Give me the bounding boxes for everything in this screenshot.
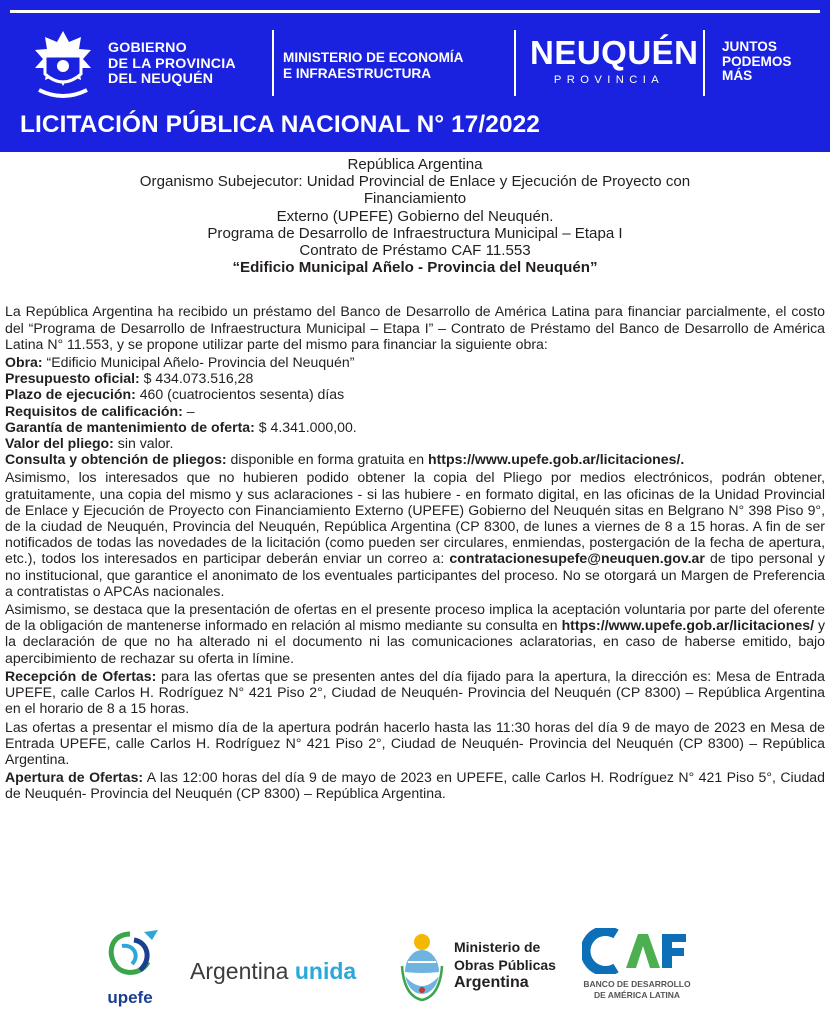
government-name (108, 41, 268, 88)
field-apertura (5, 769, 825, 801)
field-value: A las 12:00 horas del día 9 de mayo de 2023 en UPEFE, calle Carlos H. Rodríguez N° 421 Piso 5°, Ciudad de Neuquén- Provincia del Neuquén (CP 8300) – República Argentina. (5, 769, 825, 802)
slogan-line-2: PODEMOS (722, 53, 792, 69)
national-shield-icon (398, 930, 446, 1002)
field-value: $ 4.341.000,00. (254, 418, 357, 435)
argentina-unida-word: Argentina (190, 958, 289, 984)
field-label: Valor del pliego: (5, 435, 114, 452)
field-value: – (182, 402, 195, 419)
argentina-unida-accent: unida (294, 958, 357, 984)
notice-body (0, 303, 830, 801)
ministry-name (283, 50, 513, 82)
upefe-name: upefe (107, 988, 153, 1007)
field-value: $ 434.073.516,28 (139, 370, 254, 387)
paragraph-text: de tipo personal y no institucional, que garantice el anonimato de los eventuales participantes del proceso. No se otorgará un Margen de Preferencia a contratistas o APCAs nacionales. (5, 550, 825, 599)
field-label: Consulta y obtención de pliegos: (5, 451, 227, 468)
intro-country: República Argentina (347, 156, 483, 173)
footer-logos (0, 928, 830, 1008)
caf-mark-icon (582, 928, 692, 974)
body-paragraph (5, 469, 825, 599)
field-value: para las ofertas que se presenten antes del día fijado para la apertura, la dirección es: Mesa de Entrada UPEFE, calle Carlos H. Rodríguez N° 421 Piso 2°, Ciudad de Neuquén- Provincia del Neuquén (CP 8300) – República Argentina en el horario de 8 a 15 horas. (5, 667, 825, 717)
ministerio-emblem (398, 930, 446, 1002)
field-label: Apertura de Ofertas: (5, 769, 144, 786)
ministry-line-2: E INFRAESTRUCTURA (283, 66, 432, 81)
field-recepcion (5, 668, 825, 717)
field-value: 460 (cuatrocientos sesenta) días (135, 386, 345, 403)
body-paragraph: La República Argentina ha recibido un préstamo del Banco de Desarrollo de América Latina para financiar parcialmente, el costo del “Programa de Desarrollo de Infraestructura Municipal – Etapa I” – Contrato de Préstamo del Banco de Desarrollo de América Latina N° 11.553, y se propone utilizar parte del mismo para financiar la siguiente obra: (5, 303, 825, 352)
neuquen-brand-sub: PROVINCIA (553, 74, 665, 86)
licitaciones-link[interactable]: https://www.upefe.gob.ar/licitaciones/ (561, 617, 814, 634)
field-label: Plazo de ejecución: (5, 386, 136, 403)
slogan-line-3: MÁS (722, 68, 753, 83)
ministerio-text (454, 938, 556, 992)
intro-contract: Contrato de Préstamo CAF 11.553 (299, 242, 531, 260)
government-line-1: GOBIERNO (108, 40, 187, 56)
field-plazo (5, 386, 825, 402)
field-label: Garantía de mantenimiento de oferta: (5, 418, 255, 435)
neuquen-brand-name: NEUQUÉN (530, 34, 699, 71)
header-top-rule (10, 10, 820, 13)
header-divider (703, 30, 705, 96)
body-paragraph (5, 601, 825, 666)
field-label: Recepción de Ofertas: (5, 667, 157, 684)
slogan (722, 40, 822, 84)
notice-content (0, 152, 830, 912)
upefe-logo (100, 928, 160, 1006)
ministerio-line-3: Argentina (454, 974, 529, 991)
field-value: sin valor. (113, 435, 174, 452)
neuquen-brand (530, 34, 699, 90)
field-consulta (5, 451, 825, 467)
paragraph-text: Asimismo, se destaca que la presentación de ofertas en el presente proceso implica la aceptación voluntaria por parte del oferente de la obligación de mantenerse informado en relación al mismo mediante su consulta en (5, 601, 825, 634)
ministerio-line-2: Obras Públicas (454, 957, 556, 973)
intro-organism: Organismo Subejecutor: Unidad Provincial de Enlace y Ejecución de Proyecto con (139, 173, 691, 191)
tender-title: LICITACIÓN PÚBLICA NACIONAL N° 17/2022 (20, 111, 540, 138)
body-paragraph: Las ofertas a presentar el mismo día de la apertura podrán hacerlo hasta las 11:30 horas del día 9 de mayo de 2023 en Mesa de Entrada UPEFE, calle Carlos H. Rodríguez N° 421 Piso 2°, Ciudad de Neuquén- Provincia del Neuquén (CP 8300) – República Argentina. (5, 718, 825, 767)
contact-email-link[interactable]: contratacionesupefe@neuquen.gov.ar (449, 550, 705, 567)
field-requisitos (5, 403, 825, 419)
field-label: Presupuesto oficial: (5, 370, 140, 387)
upefe-swirl-icon (100, 928, 160, 984)
government-line-3: DEL NEUQUÉN (108, 71, 214, 87)
intro-program: Programa de Desarrollo de Infraestructura Municipal – Etapa I (207, 224, 623, 242)
caf-subtitle-2: DE AMÉRICA LATINA (593, 990, 681, 1000)
intro-block (0, 156, 830, 276)
government-line-2: DE LA PROVINCIA (108, 55, 236, 72)
header-banner (0, 0, 830, 152)
slogan-line-1: JUNTOS (722, 39, 777, 54)
paragraph-text: y la declaración de que no ha alterado ni el documento ni las comunicaciones aclaratorias, en caso de haberse emitido, bajo apercibimiento de rechazar su oferta in límine. (5, 617, 825, 666)
intro-organism-cont-2: Externo (UPEFE) Gobierno del Neuquén. (276, 207, 554, 225)
field-presupuesto (5, 370, 825, 386)
caf-logo (582, 928, 692, 1006)
intro-organism-cont: Financiamiento (363, 190, 467, 208)
argentina-unida-logo (190, 958, 356, 984)
field-label: Obra: (5, 354, 43, 371)
ministerio-line-1: Ministerio de (454, 939, 541, 955)
province-crest-icon (27, 28, 99, 100)
field-obra (5, 354, 825, 370)
consulta-link[interactable]: https://www.upefe.gob.ar/licitaciones/. (427, 451, 685, 468)
header-divider (514, 30, 516, 96)
field-value: “Edificio Municipal Añelo- Provincia del Neuquén” (42, 354, 355, 371)
header-divider (272, 30, 274, 96)
field-label: Requisitos de calificación: (5, 402, 183, 419)
field-garantia (5, 419, 825, 435)
field-value: disponible en forma gratuita en (226, 451, 428, 468)
field-valor (5, 435, 825, 451)
caf-subtitle-1: BANCO DE DESARROLLO (583, 979, 691, 989)
intro-project-title: “Edificio Municipal Añelo - Provincia del Neuquén” (232, 259, 598, 277)
ministry-line-1: MINISTERIO DE ECONOMÍA (283, 50, 464, 65)
paragraph-text: Asimismo, los interesados que no hubieren podido obtener la copia del Pliego por medios electrónicos, podrán obtener, gratuitamente, una copia del mismo y sus aclaraciones - si las hubiere - en formato digital, en las oficinas de la Unidad Provincial de Enlace y Ejecución de Proyecto con Financiamiento Externo (UPEFE) Gobierno del Neuquén sitas en Belgrano N° 398 Piso 9°, de la ciudad de Neuquén, Provincia del Neuquén, República Argentina (CP 8300, de lunes a viernes de 8 a 15 horas. A fin de ser notificados de todas las novedades de la licitación (como pueden ser circulares, enmiendas, postergación de la fecha de apertura, etc.), todos los interesados en participar deberán enviar un correo a: (5, 469, 825, 567)
